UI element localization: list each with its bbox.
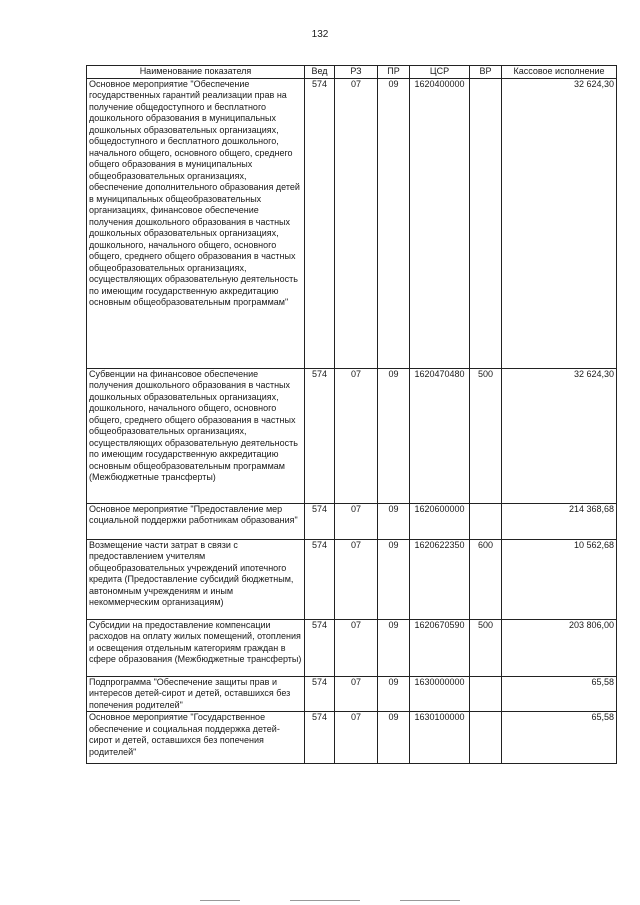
header-vr: ВР — [470, 66, 502, 79]
row-csr: 1630000000 — [410, 676, 470, 712]
row-ved: 574 — [305, 503, 335, 539]
row-pr: 09 — [378, 539, 410, 619]
row-name: Основное мероприятие "Предоставление мер социальной поддержки работникам образования" — [87, 503, 305, 539]
row-vr — [470, 78, 502, 368]
row-amount: 203 806,00 — [502, 619, 617, 676]
row-name: Субсидии на предоставление компенсации расходов на оплату жилых помещений, отопления и освещения отдельным категориям граждан в сфере образования (Межбюджетные трансферты) — [87, 619, 305, 676]
header-ved: Вед — [305, 66, 335, 79]
header-name: Наименование показателя — [87, 66, 305, 79]
table-row — [87, 619, 617, 676]
row-name: Подпрограмма "Обеспечение защиты прав и интересов детей-сирот и детей, оставшихся без попечения родителей" — [87, 676, 305, 712]
row-csr: 1620470480 — [410, 368, 470, 503]
row-ved: 574 — [305, 539, 335, 619]
table-header-row — [87, 66, 617, 79]
row-csr: 1620670590 — [410, 619, 470, 676]
row-ved: 574 — [305, 78, 335, 368]
row-csr: 1620400000 — [410, 78, 470, 368]
row-ved: 574 — [305, 368, 335, 503]
row-csr: 1620600000 — [410, 503, 470, 539]
row-rz: 07 — [335, 503, 378, 539]
row-ved: 574 — [305, 712, 335, 764]
row-csr: 1620622350 — [410, 539, 470, 619]
row-amount: 32 624,30 — [502, 368, 617, 503]
table-row — [87, 78, 617, 368]
row-pr: 09 — [378, 78, 410, 368]
row-name: Возмещение части затрат в связи с предоставлением учителям общеобразовательных учреждений ипотечного кредита (Предоставление субсидий бюджетным, автономным учреждениям и иным некоммерческим организациям) — [87, 539, 305, 619]
table-row — [87, 712, 617, 764]
row-vr — [470, 712, 502, 764]
row-pr: 09 — [378, 619, 410, 676]
row-amount: 214 368,68 — [502, 503, 617, 539]
row-amount: 32 624,30 — [502, 78, 617, 368]
row-vr: 500 — [470, 619, 502, 676]
header-pr: ПР — [378, 66, 410, 79]
row-pr: 09 — [378, 503, 410, 539]
row-name: Субвенции на финансовое обеспечение получения дошкольного образования в частных дошкольных образовательных организациях, дошкольного, начального общего, основного общего, среднего общего образования в частных общеобразовательных организациях, осуществляющих образовательную деятельность по имеющим государственную аккредитацию основным общеобразовательным программам (Межбюджетные трансферты) — [87, 368, 305, 503]
row-rz: 07 — [335, 712, 378, 764]
row-vr — [470, 503, 502, 539]
header-rz: РЗ — [335, 66, 378, 79]
header-csr: ЦСР — [410, 66, 470, 79]
row-pr: 09 — [378, 676, 410, 712]
row-ved: 574 — [305, 676, 335, 712]
row-rz: 07 — [335, 368, 378, 503]
row-name: Основное мероприятие "Государственное обеспечение и социальная поддержка детей-сирот и детей, оставшихся без попечения родителей" — [87, 712, 305, 764]
row-rz: 07 — [335, 539, 378, 619]
table-row — [87, 368, 617, 503]
page-number: 132 — [311, 29, 329, 40]
scan-artifact-line — [200, 900, 240, 901]
budget-execution-table — [86, 65, 617, 764]
row-rz: 07 — [335, 619, 378, 676]
row-amount: 65,58 — [502, 676, 617, 712]
header-amount: Кассовое исполнение — [502, 66, 617, 79]
row-vr: 500 — [470, 368, 502, 503]
row-ved: 574 — [305, 619, 335, 676]
row-pr: 09 — [378, 368, 410, 503]
row-amount: 10 562,68 — [502, 539, 617, 619]
row-rz: 07 — [335, 78, 378, 368]
row-pr: 09 — [378, 712, 410, 764]
table-row — [87, 539, 617, 619]
row-amount: 65,58 — [502, 712, 617, 764]
row-vr: 600 — [470, 539, 502, 619]
row-name: Основное мероприятие "Обеспечение государственных гарантий реализации прав на получение общедоступного и бесплатного дошкольного образования в муниципальных дошкольных образовательных организациях, общедоступного и бесплатного дошкольного, начального общего, основного общего, среднего общего образования в муниципальных общеобразовательных организациях, обеспечение дополнительного образования детей в муниципальных общеобразовательных организациях, финансовое обеспечение получения дошкольного образования в частных дошкольных образовательных организациях, дошкольного, начального общего, основного общего, среднего общего образования в частных общеобразовательных организациях, осуществляющих образовательную деятельность по имеющим государственную аккредитацию основным общеобразовательным программам" — [87, 78, 305, 368]
scan-artifact-line — [290, 900, 360, 901]
scan-artifact-line — [400, 900, 460, 901]
table-row — [87, 503, 617, 539]
row-csr: 1630100000 — [410, 712, 470, 764]
table-row — [87, 676, 617, 712]
row-vr — [470, 676, 502, 712]
row-rz: 07 — [335, 676, 378, 712]
